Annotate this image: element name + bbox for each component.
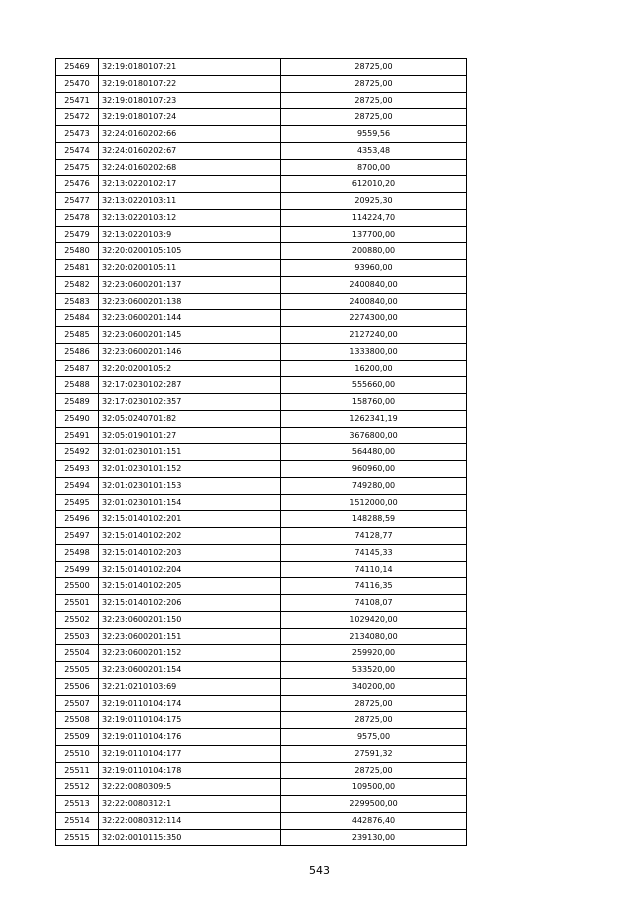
value-cell: 2400840,00 (281, 276, 467, 293)
cadastral-number-cell: 32:19:0110104:177 (99, 745, 281, 762)
row-number-cell: 25491 (56, 427, 99, 444)
table-row (56, 796, 467, 813)
row-number-cell: 25507 (56, 695, 99, 712)
table-row (56, 427, 467, 444)
value-cell: 28725,00 (281, 75, 467, 92)
value-cell: 74128,77 (281, 528, 467, 545)
table-row (56, 226, 467, 243)
cadastral-number-cell: 32:23:0600201:146 (99, 343, 281, 360)
row-number-cell: 25475 (56, 159, 99, 176)
cadastral-number-cell: 32:23:0600201:150 (99, 611, 281, 628)
value-cell: 2134080,00 (281, 628, 467, 645)
table-row (56, 578, 467, 595)
value-cell: 749280,00 (281, 477, 467, 494)
value-cell: 74116,35 (281, 578, 467, 595)
row-number-cell: 25511 (56, 762, 99, 779)
table-row (56, 695, 467, 712)
cadastral-number-cell: 32:17:0230102:287 (99, 377, 281, 394)
cadastral-number-cell: 32:15:0140102:204 (99, 561, 281, 578)
row-number-cell: 25490 (56, 410, 99, 427)
cadastral-number-cell: 32:24:0160202:66 (99, 126, 281, 143)
cadastral-number-cell: 32:23:0600201:144 (99, 310, 281, 327)
table-row (56, 159, 467, 176)
table-row (56, 461, 467, 478)
row-number-cell: 25477 (56, 193, 99, 210)
table-row (56, 678, 467, 695)
cadastral-number-cell: 32:23:0600201:151 (99, 628, 281, 645)
value-cell: 16200,00 (281, 360, 467, 377)
row-number-cell: 25481 (56, 260, 99, 277)
row-number-cell: 25506 (56, 678, 99, 695)
row-number-cell: 25496 (56, 511, 99, 528)
row-number-cell: 25515 (56, 829, 99, 846)
cadastral-number-cell: 32:01:0230101:151 (99, 444, 281, 461)
value-cell: 28725,00 (281, 109, 467, 126)
row-number-cell: 25514 (56, 812, 99, 829)
value-cell: 8700,00 (281, 159, 467, 176)
cadastral-number-cell: 32:20:0200105:105 (99, 243, 281, 260)
table-row (56, 360, 467, 377)
table-row (56, 745, 467, 762)
cadastral-number-cell: 32:20:0200105:2 (99, 360, 281, 377)
row-number-cell: 25503 (56, 628, 99, 645)
table-row (56, 544, 467, 561)
cadastral-number-cell: 32:15:0140102:201 (99, 511, 281, 528)
value-cell: 200880,00 (281, 243, 467, 260)
table-row (56, 92, 467, 109)
cadastral-number-cell: 32:13:0220102:17 (99, 176, 281, 193)
value-cell: 27591,32 (281, 745, 467, 762)
table-row (56, 477, 467, 494)
table-row (56, 762, 467, 779)
table-body (56, 59, 467, 846)
row-number-cell: 25488 (56, 377, 99, 394)
value-cell: 9575,00 (281, 729, 467, 746)
value-cell: 2299500,00 (281, 796, 467, 813)
table-row (56, 561, 467, 578)
cadastral-number-cell: 32:19:0110104:178 (99, 762, 281, 779)
table-row (56, 645, 467, 662)
cadastral-number-cell: 32:24:0160202:67 (99, 142, 281, 159)
value-cell: 93960,00 (281, 260, 467, 277)
cadastral-number-cell: 32:21:0210103:69 (99, 678, 281, 695)
value-cell: 28725,00 (281, 59, 467, 76)
value-cell: 612010,20 (281, 176, 467, 193)
data-table (55, 58, 467, 846)
cadastral-number-cell: 32:23:0600201:154 (99, 662, 281, 679)
table-row (56, 193, 467, 210)
row-number-cell: 25500 (56, 578, 99, 595)
row-number-cell: 25498 (56, 544, 99, 561)
cadastral-number-cell: 32:17:0230102:357 (99, 394, 281, 411)
table-row (56, 75, 467, 92)
table-row (56, 394, 467, 411)
row-number-cell: 25486 (56, 343, 99, 360)
value-cell: 28725,00 (281, 762, 467, 779)
value-cell: 442876,40 (281, 812, 467, 829)
cadastral-number-cell: 32:15:0140102:202 (99, 528, 281, 545)
value-cell: 2400840,00 (281, 293, 467, 310)
value-cell: 1512000,00 (281, 494, 467, 511)
row-number-cell: 25478 (56, 209, 99, 226)
row-number-cell: 25484 (56, 310, 99, 327)
cadastral-number-cell: 32:24:0160202:68 (99, 159, 281, 176)
table-row (56, 209, 467, 226)
value-cell: 1029420,00 (281, 611, 467, 628)
cadastral-number-cell: 32:20:0200105:11 (99, 260, 281, 277)
value-cell: 533520,00 (281, 662, 467, 679)
cadastral-number-cell: 32:19:0180107:21 (99, 59, 281, 76)
row-number-cell: 25470 (56, 75, 99, 92)
row-number-cell: 25474 (56, 142, 99, 159)
value-cell: 340200,00 (281, 678, 467, 695)
value-cell: 1262341,19 (281, 410, 467, 427)
cadastral-number-cell: 32:19:0180107:24 (99, 109, 281, 126)
row-number-cell: 25509 (56, 729, 99, 746)
page-number: 543 (309, 864, 330, 877)
value-cell: 20925,30 (281, 193, 467, 210)
cadastral-number-cell: 32:22:0080312:1 (99, 796, 281, 813)
value-cell: 259920,00 (281, 645, 467, 662)
table-row (56, 595, 467, 612)
table-row (56, 59, 467, 76)
cadastral-number-cell: 32:22:0080309:5 (99, 779, 281, 796)
data-table-container (55, 58, 467, 846)
row-number-cell: 25495 (56, 494, 99, 511)
cadastral-number-cell: 32:01:0230101:152 (99, 461, 281, 478)
value-cell: 239130,00 (281, 829, 467, 846)
cadastral-number-cell: 32:13:0220103:12 (99, 209, 281, 226)
value-cell: 2127240,00 (281, 327, 467, 344)
cadastral-number-cell: 32:23:0600201:138 (99, 293, 281, 310)
table-row (56, 829, 467, 846)
table-row (56, 611, 467, 628)
cadastral-number-cell: 32:13:0220103:11 (99, 193, 281, 210)
row-number-cell: 25476 (56, 176, 99, 193)
table-row (56, 628, 467, 645)
cadastral-number-cell: 32:23:0600201:152 (99, 645, 281, 662)
table-row (56, 126, 467, 143)
row-number-cell: 25508 (56, 712, 99, 729)
table-row (56, 310, 467, 327)
row-number-cell: 25492 (56, 444, 99, 461)
cadastral-number-cell: 32:15:0140102:206 (99, 595, 281, 612)
cadastral-number-cell: 32:01:0230101:154 (99, 494, 281, 511)
table-row (56, 377, 467, 394)
table-row (56, 260, 467, 277)
table-row (56, 176, 467, 193)
row-number-cell: 25471 (56, 92, 99, 109)
table-row (56, 142, 467, 159)
cadastral-number-cell: 32:02:0010115:350 (99, 829, 281, 846)
row-number-cell: 25469 (56, 59, 99, 76)
cadastral-number-cell: 32:15:0140102:203 (99, 544, 281, 561)
cadastral-number-cell: 32:05:0190101:27 (99, 427, 281, 444)
value-cell: 4353,48 (281, 142, 467, 159)
cadastral-number-cell: 32:19:0110104:174 (99, 695, 281, 712)
value-cell: 2274300,00 (281, 310, 467, 327)
table-row (56, 327, 467, 344)
cadastral-number-cell: 32:22:0080312:114 (99, 812, 281, 829)
value-cell: 74108,07 (281, 595, 467, 612)
table-row (56, 293, 467, 310)
table-row (56, 109, 467, 126)
row-number-cell: 25473 (56, 126, 99, 143)
cadastral-number-cell: 32:23:0600201:145 (99, 327, 281, 344)
value-cell: 74145,33 (281, 544, 467, 561)
row-number-cell: 25483 (56, 293, 99, 310)
row-number-cell: 25494 (56, 477, 99, 494)
row-number-cell: 25501 (56, 595, 99, 612)
value-cell: 158760,00 (281, 394, 467, 411)
row-number-cell: 25499 (56, 561, 99, 578)
row-number-cell: 25510 (56, 745, 99, 762)
value-cell: 1333800,00 (281, 343, 467, 360)
table-row (56, 276, 467, 293)
value-cell: 109500,00 (281, 779, 467, 796)
value-cell: 28725,00 (281, 92, 467, 109)
value-cell: 564480,00 (281, 444, 467, 461)
cadastral-number-cell: 32:19:0110104:175 (99, 712, 281, 729)
table-row (56, 410, 467, 427)
row-number-cell: 25512 (56, 779, 99, 796)
row-number-cell: 25493 (56, 461, 99, 478)
row-number-cell: 25502 (56, 611, 99, 628)
table-row (56, 494, 467, 511)
table-row (56, 511, 467, 528)
row-number-cell: 25485 (56, 327, 99, 344)
table-row (56, 662, 467, 679)
row-number-cell: 25489 (56, 394, 99, 411)
cadastral-number-cell: 32:01:0230101:153 (99, 477, 281, 494)
value-cell: 114224,70 (281, 209, 467, 226)
value-cell: 9559,56 (281, 126, 467, 143)
cadastral-number-cell: 32:19:0180107:22 (99, 75, 281, 92)
cadastral-number-cell: 32:23:0600201:137 (99, 276, 281, 293)
value-cell: 555660,00 (281, 377, 467, 394)
cadastral-number-cell: 32:19:0180107:23 (99, 92, 281, 109)
row-number-cell: 25479 (56, 226, 99, 243)
value-cell: 137700,00 (281, 226, 467, 243)
table-row (56, 444, 467, 461)
table-row (56, 528, 467, 545)
value-cell: 28725,00 (281, 695, 467, 712)
cadastral-number-cell: 32:05:0240701:82 (99, 410, 281, 427)
row-number-cell: 25472 (56, 109, 99, 126)
value-cell: 28725,00 (281, 712, 467, 729)
value-cell: 3676800,00 (281, 427, 467, 444)
table-row (56, 729, 467, 746)
row-number-cell: 25497 (56, 528, 99, 545)
table-row (56, 712, 467, 729)
row-number-cell: 25487 (56, 360, 99, 377)
table-row (56, 779, 467, 796)
table-row (56, 243, 467, 260)
row-number-cell: 25482 (56, 276, 99, 293)
table-row (56, 343, 467, 360)
cadastral-number-cell: 32:13:0220103:9 (99, 226, 281, 243)
table-row (56, 812, 467, 829)
row-number-cell: 25505 (56, 662, 99, 679)
value-cell: 74110,14 (281, 561, 467, 578)
row-number-cell: 25480 (56, 243, 99, 260)
value-cell: 148288,59 (281, 511, 467, 528)
value-cell: 960960,00 (281, 461, 467, 478)
row-number-cell: 25513 (56, 796, 99, 813)
row-number-cell: 25504 (56, 645, 99, 662)
cadastral-number-cell: 32:19:0110104:176 (99, 729, 281, 746)
cadastral-number-cell: 32:15:0140102:205 (99, 578, 281, 595)
